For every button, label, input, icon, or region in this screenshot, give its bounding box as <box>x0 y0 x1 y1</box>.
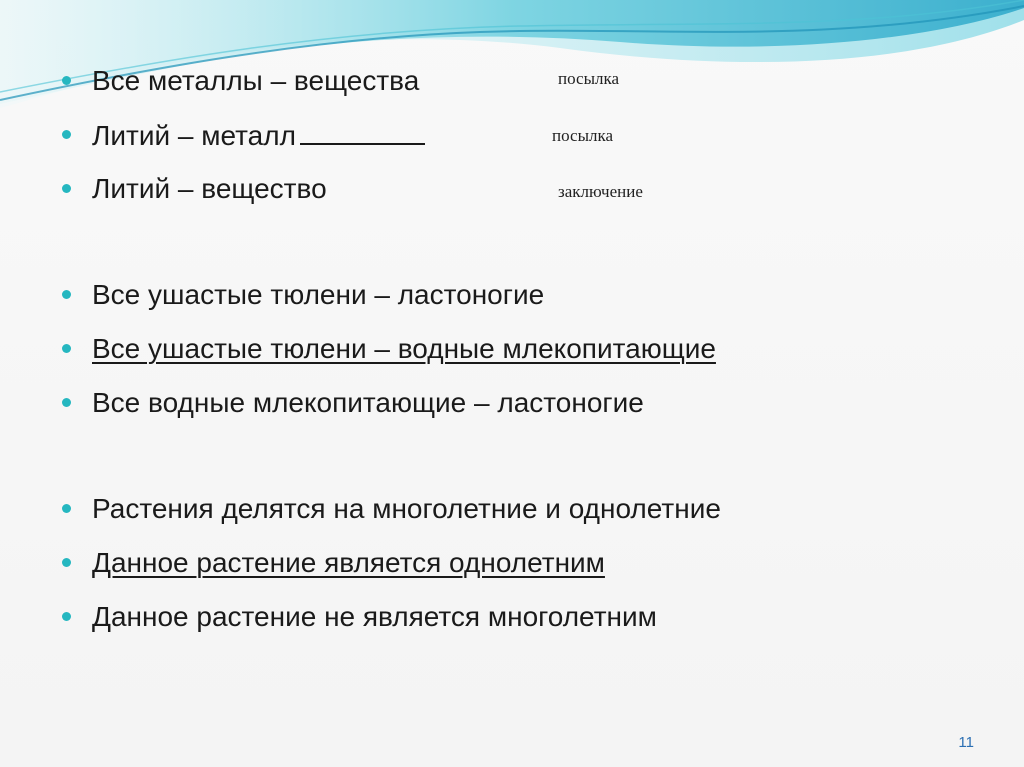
item-text: Все ушастые тюлени – ластоногие <box>92 279 545 310</box>
item-note: заключение <box>558 182 643 201</box>
list-item <box>62 268 1002 322</box>
item-text: Все металлы – вещества <box>92 65 420 96</box>
item-text <box>92 119 425 152</box>
bullet-dot-icon <box>62 398 71 407</box>
item-text: Данное растение не является многолетним <box>92 601 657 632</box>
item-text: Все ушастые тюлени – водные млекопитающие <box>92 333 716 364</box>
bullet-dot-icon <box>62 504 71 513</box>
list-item <box>62 536 1002 590</box>
page-number: 11 <box>958 734 974 751</box>
item-text: Растения делятся на многолетние и однолетние <box>92 493 721 524</box>
list-item <box>62 322 1002 376</box>
list-item <box>62 108 1002 162</box>
bullet-dot-icon <box>62 184 71 193</box>
item-text: Литий – вещество <box>92 173 327 204</box>
item-text: Все водные млекопитающие – ластоногие <box>92 387 644 418</box>
item-text: Данное растение является однолетним <box>92 547 605 578</box>
bullet-dot-icon <box>62 76 71 85</box>
spacer <box>62 430 1002 482</box>
list-item <box>62 482 1002 536</box>
item-note: посылка <box>558 69 620 88</box>
bullet-dot-icon <box>62 130 71 139</box>
list-item <box>62 54 1002 108</box>
bullet-dot-icon <box>62 344 71 353</box>
bullet-dot-icon <box>62 612 71 621</box>
list-item <box>62 376 1002 430</box>
blank-line <box>300 119 425 145</box>
item-note: посылка <box>552 126 614 145</box>
list-item <box>62 590 1002 644</box>
item-text-content: Литий – металл <box>92 119 296 151</box>
bullet-dot-icon <box>62 290 71 299</box>
bullet-dot-icon <box>62 558 71 567</box>
spacer <box>62 216 1002 268</box>
bullet-list <box>62 54 1002 644</box>
list-item <box>62 162 1002 216</box>
